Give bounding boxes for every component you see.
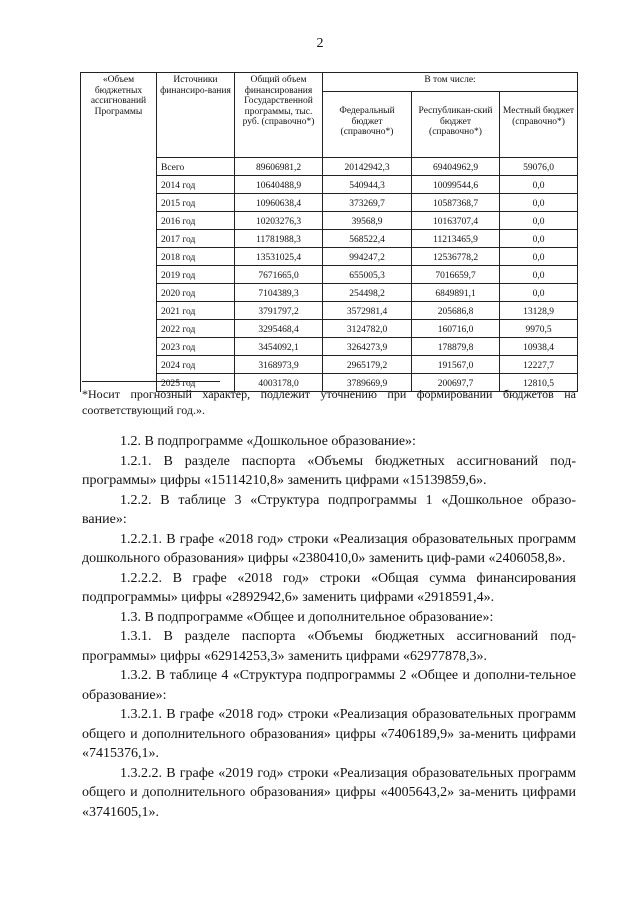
- total-cell: 7671665,0: [235, 266, 323, 284]
- total-cell: 3295468,4: [235, 320, 323, 338]
- federal-cell: 254498,2: [323, 284, 412, 302]
- table-row: [81, 158, 578, 176]
- row-label: 2014 год: [157, 176, 235, 194]
- total-cell: 3168973,9: [235, 356, 323, 374]
- local-cell: 10938,4: [500, 338, 578, 356]
- local-cell: 0,0: [500, 248, 578, 266]
- row-label: 2020 год: [157, 284, 235, 302]
- budget-table: [80, 72, 578, 392]
- republic-cell: 11213465,9: [412, 230, 500, 248]
- total-cell: 3791797,2: [235, 302, 323, 320]
- local-cell: 0,0: [500, 212, 578, 230]
- total-cell: 3454092,1: [235, 338, 323, 356]
- description-cell: [81, 158, 157, 392]
- paragraph: 1.2.2.2. В графе «2018 год» строки «Общая сумма финансирования подпрограммы» цифры «2892942,6» заменить цифрами «2918591,4».: [82, 570, 576, 605]
- row-label: 2018 год: [157, 248, 235, 266]
- row-label: Всего: [157, 158, 235, 176]
- header-including: В том числе:: [323, 73, 578, 92]
- row-label: 2024 год: [157, 356, 235, 374]
- local-cell: 12227,7: [500, 356, 578, 374]
- local-cell: 9970,5: [500, 320, 578, 338]
- republic-cell: 200697,7: [412, 374, 500, 392]
- republic-cell: 178879,8: [412, 338, 500, 356]
- republic-cell: 160716,0: [412, 320, 500, 338]
- row-label: 2023 год: [157, 338, 235, 356]
- row-label: 2017 год: [157, 230, 235, 248]
- row-label: 2016 год: [157, 212, 235, 230]
- republic-cell: 12536778,2: [412, 248, 500, 266]
- republic-cell: 10163707,4: [412, 212, 500, 230]
- republic-cell: 7016659,7: [412, 266, 500, 284]
- republic-cell: 10587368,7: [412, 194, 500, 212]
- paragraph: 1.3.2. В таблице 4 «Структура подпрограммы 2 «Общее и дополни-тельное образование»:: [82, 668, 576, 703]
- header-description: «Объем бюджетных ассигнований Программы: [81, 73, 157, 158]
- paragraph: 1.3.1. В разделе паспорта «Объемы бюджетных ассигнований под-программы» цифры «62914253,3» заменить цифрами «62977878,3».: [82, 629, 576, 664]
- header-local: Местный бюджет (справочно*): [500, 92, 578, 158]
- total-cell: 10960638,4: [235, 194, 323, 212]
- row-label: 2022 год: [157, 320, 235, 338]
- total-cell: 10203276,3: [235, 212, 323, 230]
- republic-cell: 6849891,1: [412, 284, 500, 302]
- paragraph: 1.2. В подпрограмме «Дошкольное образование»:: [120, 434, 416, 449]
- total-cell: 7104389,3: [235, 284, 323, 302]
- total-cell: 4003178,0: [235, 374, 323, 392]
- federal-cell: 568522,4: [323, 230, 412, 248]
- federal-cell: 3264273,9: [323, 338, 412, 356]
- total-cell: 89606981,2: [235, 158, 323, 176]
- row-label: 2019 год: [157, 266, 235, 284]
- paragraph: 1.3. В подпрограмме «Общее и дополнительное образование»:: [120, 609, 494, 625]
- federal-cell: 3572981,4: [323, 302, 412, 320]
- local-cell: 12810,5: [500, 374, 578, 392]
- paragraph: 1.2.2.1. В графе «2018 год» строки «Реализация образовательных программ дошкольного образования» цифры «2380410,0» заменить циф-рами «2406058,8».: [82, 531, 576, 566]
- federal-cell: 540944,3: [323, 176, 412, 194]
- republic-cell: 205686,8: [412, 302, 500, 320]
- local-cell: 0,0: [500, 266, 578, 284]
- federal-cell: 3124782,0: [323, 320, 412, 338]
- local-cell: 0,0: [500, 194, 578, 212]
- paragraph: 1.3.2.2. В графе «2019 год» строки «Реализация образовательных программ общего и дополнительного образования» цифры «4005643,2» за-менить цифрами «3741605,1».: [82, 765, 576, 820]
- paragraph: 1.2.2. В таблице 3 «Структура подпрограммы 1 «Дошкольное образо-вание»:: [82, 492, 576, 527]
- header-republic: Республикан-ский бюджет (справочно*): [412, 92, 500, 158]
- footnote: *Носит прогнозный характер, подлежит уточнению при формировании бюджетов на соответствующий год.».: [82, 387, 576, 417]
- total-cell: 13531025,4: [235, 248, 323, 266]
- paragraph: 1.3.2.1. В графе «2018 год» строки «Реализация образовательных программ общего и дополнительного образования» цифры «7406189,9» за-менить цифрами «7415376,1».: [82, 707, 576, 761]
- federal-cell: 2965179,2: [323, 356, 412, 374]
- local-cell: 0,0: [500, 230, 578, 248]
- row-label: 2021 год: [157, 302, 235, 320]
- table-header-row: [81, 73, 578, 92]
- local-cell: 0,0: [500, 176, 578, 194]
- page-number: 2: [316, 36, 324, 51]
- header-federal: Федеральный бюджет (справочно*): [323, 92, 412, 158]
- republic-cell: 191567,0: [412, 356, 500, 374]
- local-cell: 13128,9: [500, 302, 578, 320]
- body-text: [82, 432, 576, 822]
- header-total: Общий объем финансирования Государственной программы, тыс. руб. (справочно*): [235, 73, 323, 158]
- total-cell: 11781988,3: [235, 230, 323, 248]
- federal-cell: 20142942,3: [323, 158, 412, 176]
- local-cell: 59076,0: [500, 158, 578, 176]
- local-cell: 0,0: [500, 284, 578, 302]
- row-label: 2025 год: [157, 374, 235, 392]
- paragraph: 1.2.1. В разделе паспорта «Объемы бюджетных ассигнований под-программы» цифры «15114210,8» заменить цифрами «15139859,6».: [82, 453, 576, 488]
- row-label: 2015 год: [157, 194, 235, 212]
- republic-cell: 69404962,9: [412, 158, 500, 176]
- federal-cell: 994247,2: [323, 248, 412, 266]
- footnote-divider: [82, 381, 220, 382]
- federal-cell: 373269,7: [323, 194, 412, 212]
- federal-cell: 655005,3: [323, 266, 412, 284]
- federal-cell: 39568,9: [323, 212, 412, 230]
- republic-cell: 10099544,6: [412, 176, 500, 194]
- total-cell: 10640488,9: [235, 176, 323, 194]
- header-sources: Источники финансиро-вания: [157, 73, 235, 158]
- federal-cell: 3789669,9: [323, 374, 412, 392]
